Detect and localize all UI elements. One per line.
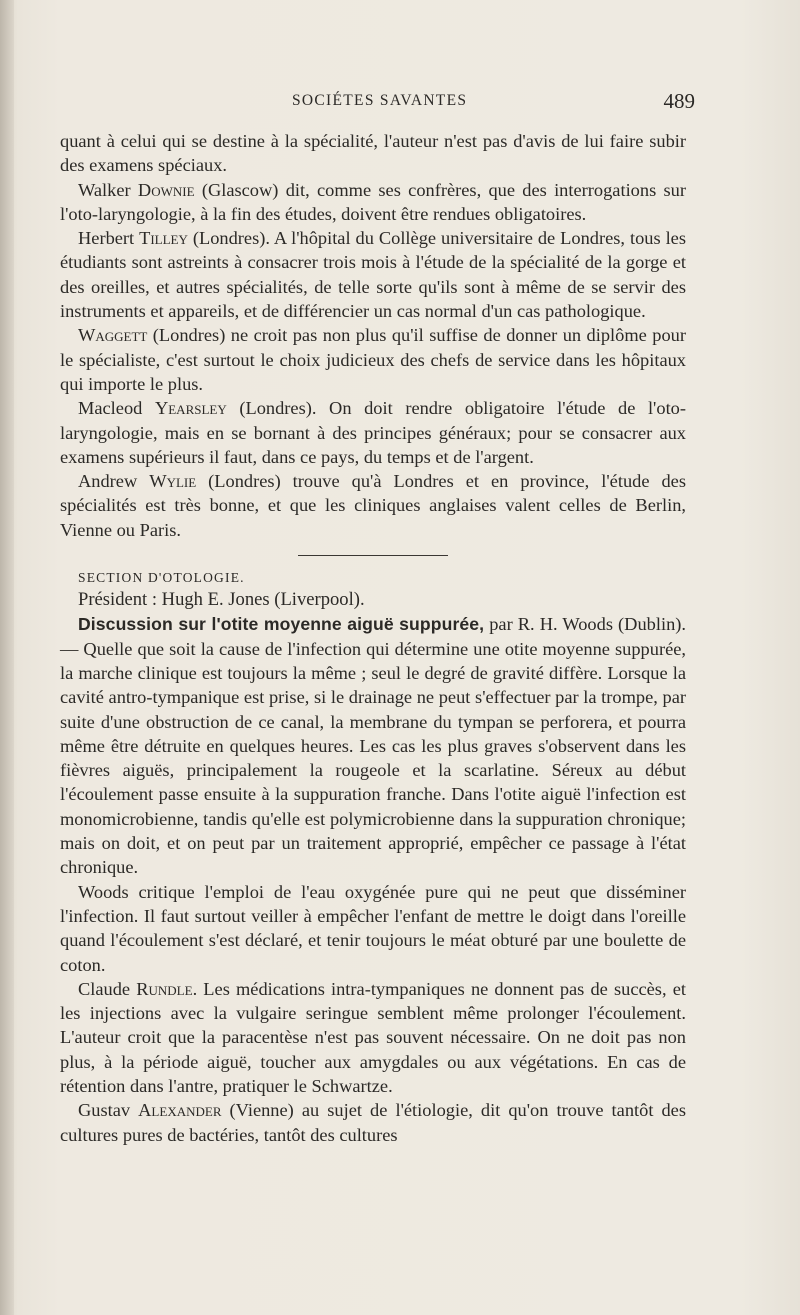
paragraph bbox=[60, 396, 686, 469]
paragraph-text: (Glascow) dit, comme ses confrères, que des interrogations sur l'oto-laryngologie, à la fin des études, doivent être rendues obligatoires. bbox=[60, 179, 686, 224]
discussion-paragraph bbox=[60, 612, 686, 879]
paragraph bbox=[60, 1098, 686, 1147]
paragraph-text: (Londres). On doit rendre obligatoire l'étude de l'oto-laryngologie, mais en se bornant à des principes généraux; pour se consacrer aux examens supérieurs il faut, dans ce pays, du temps et de l'argent. bbox=[60, 398, 686, 467]
speaker-name: Waggett bbox=[78, 325, 148, 346]
speaker-name: Andrew Wylie bbox=[78, 471, 197, 492]
section-president: Président : Hugh E. Jones (Liverpool). bbox=[78, 589, 365, 611]
paragraph-text: . Les médications intra-tympaniques ne donnent pas de succès, et les injections avec la vulgaire seringue semblent même prolonger l'écoulement. L'auteur croit que la paracentèse n'est pas souvent nécessaire. On ne doit pas non plus, à la période aiguë, toucher aux amygdales ou aux végétations. En cas de rétention dans l'antre, pratiquer le Schwartze. bbox=[60, 978, 686, 1096]
paragraphs-bottom bbox=[60, 880, 686, 1147]
discussion-heading: Discussion sur l'otite moyenne aiguë suppurée, bbox=[78, 614, 485, 635]
paragraph bbox=[60, 178, 686, 227]
page-header bbox=[60, 89, 695, 116]
page-number: 489 bbox=[663, 89, 695, 113]
paragraph-text: (Londres). A l'hôpital du Collège universitaire de Londres, tous les étudiants sont astreints à consacrer trois mois à l'étude de la spécialité de la gorge et des oreilles, et autres spécialités, de telle sorte qu'ils sont à même de se servir des instruments et appareils, et de différencier un cas normal d'un cas pathologique. bbox=[60, 228, 686, 322]
paragraph-text: (Londres) trouve qu'à Londres et en province, l'étude des spécialités est très bonne, et que les cliniques anglaises valent celles de Berlin, Vienne ou Paris. bbox=[60, 471, 686, 540]
section-divider bbox=[298, 555, 448, 556]
paragraph-text: quant à celui qui se destine à la spécialité, l'auteur n'est pas d'avis de lui faire subir des examens spéciaux. bbox=[60, 131, 686, 176]
speaker-name: Herbert Tilley bbox=[78, 228, 188, 249]
paragraph bbox=[60, 226, 686, 323]
body-text bbox=[60, 129, 686, 1147]
paragraph bbox=[60, 880, 686, 977]
paragraph bbox=[60, 129, 686, 178]
paragraph-text: (Londres) ne croit pas non plus qu'il suffise de donner un diplôme pour le spécialiste, c'est surtout le choix judicieux des chefs de service dans les hôpitaux qui importe le plus. bbox=[60, 325, 686, 394]
discussion-body: par R. H. Woods (Dublin). — Quelle que soit la cause de l'infection qui détermine une otite moyenne suppurée, la marche clinique est toujours la même ; seul le degré de gravité diffère. Lorsque la cavité antro-tympanique est prise, si le drainage ne peut s'effectuer par la trompe, par suite d'une obstruction de ce canal, la membrane du tympan se perforera, et pourra même être détruite en quelques heures. Les cas les plus graves s'observent dans les fièvres aiguës, principalement la rougeole et la scarlatine. Séreux au début l'écoulement passe ensuite à la suppuration franche. Dans l'otite aiguë l'infection est monomicrobienne, tandis qu'elle est polymicrobienne dans la suppuration chronique; mais on doit, et on peut par un traitement approprié, empêcher ce passage à l'état chronique. bbox=[60, 614, 686, 878]
section-title: SECTION D'OTOLOGIE. bbox=[78, 570, 245, 586]
paragraph bbox=[60, 469, 686, 542]
paragraphs-top bbox=[60, 129, 686, 542]
speaker-name: Macleod Yearsley bbox=[78, 398, 227, 419]
paragraph-text: (Vienne) au sujet de l'étiologie, dit qu'on trouve tantôt des cultures pures de bactéries, tantôt des cultures bbox=[60, 1100, 686, 1145]
speaker-name: Claude Rundle bbox=[78, 978, 193, 999]
speaker-name: Walker Downie bbox=[78, 179, 195, 200]
paragraph bbox=[60, 977, 686, 1098]
speaker-name: Gustav Alexander bbox=[78, 1100, 222, 1121]
paragraph bbox=[60, 323, 686, 396]
running-title: SOCIÉTES SAVANTES bbox=[292, 92, 468, 109]
paragraph-text: Woods critique l'emploi de l'eau oxygénée pure qui ne peut que disséminer l'infection. Il faut surtout veiller à empêcher l'enfant de mettre le doigt dans l'oreille quand l'écoulement s'est déclaré, et tenir toujours le méat obturé par une boulette de coton. bbox=[60, 881, 686, 975]
